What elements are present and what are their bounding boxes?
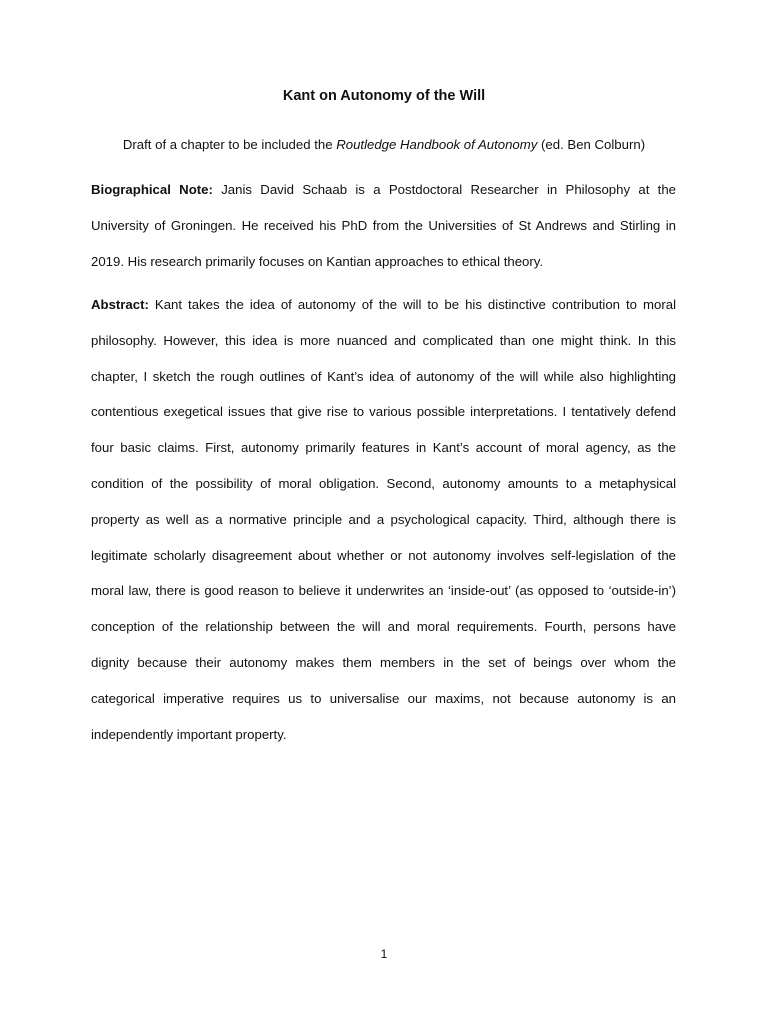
document-title: Kant on Autonomy of the Will: [282, 88, 486, 104]
subtitle-text-before: Draft of a chapter to be included the: [122, 137, 337, 152]
biographical-note: [91, 172, 676, 279]
abstract-text: Kant takes the idea of autonomy of the will to be his distinctive contribution to moral philosophy. However, this idea is more nuanced and complicated than one might think. In this chapter, I sketch the rough outlines of Kant’s idea of autonomy of the will while also highlighting contentious exegetical issues that give rise to various possible interpretations. I tentatively defend four basic claims. First, autonomy primarily features in Kant’s account of moral agency, as the condition of the possibility of moral obligation. Second, autonomy amounts to a metaphysical property as well as a normative principle and a psychological capacity. Third, although there is legitimate scholarly disagreement about whether or not autonomy involves self-legislation of the moral law, there is good reason to believe it underwrites an ‘inside-out’ (as opposed to ‘outside-in’) conception of the relationship between the will and moral requirements. Fourth, persons have dignity because their autonomy makes them members in the set of beings over whom the categorical imperative requires us to universalise our maxims, not because autonomy is an independently important property.: [91, 297, 676, 742]
abstract: [91, 287, 676, 752]
abstract-label: Abstract:: [91, 297, 149, 312]
page-number: 1: [380, 947, 388, 961]
subtitle-handbook-title: Routledge Handbook of Autonomy: [336, 137, 538, 152]
biographical-note-text: Janis David Schaab is a Postdoctoral Researcher in Philosophy at the University of Groningen. He received his PhD from the Universities of St Andrews and Stirling in 2019. His research primarily focuses on Kantian approaches to ethical theory.: [91, 182, 677, 269]
biographical-note-label: Biographical Note:: [91, 182, 213, 197]
subtitle-text-after: (ed. Ben Colburn): [537, 137, 646, 152]
document-subtitle: [0, 137, 768, 152]
